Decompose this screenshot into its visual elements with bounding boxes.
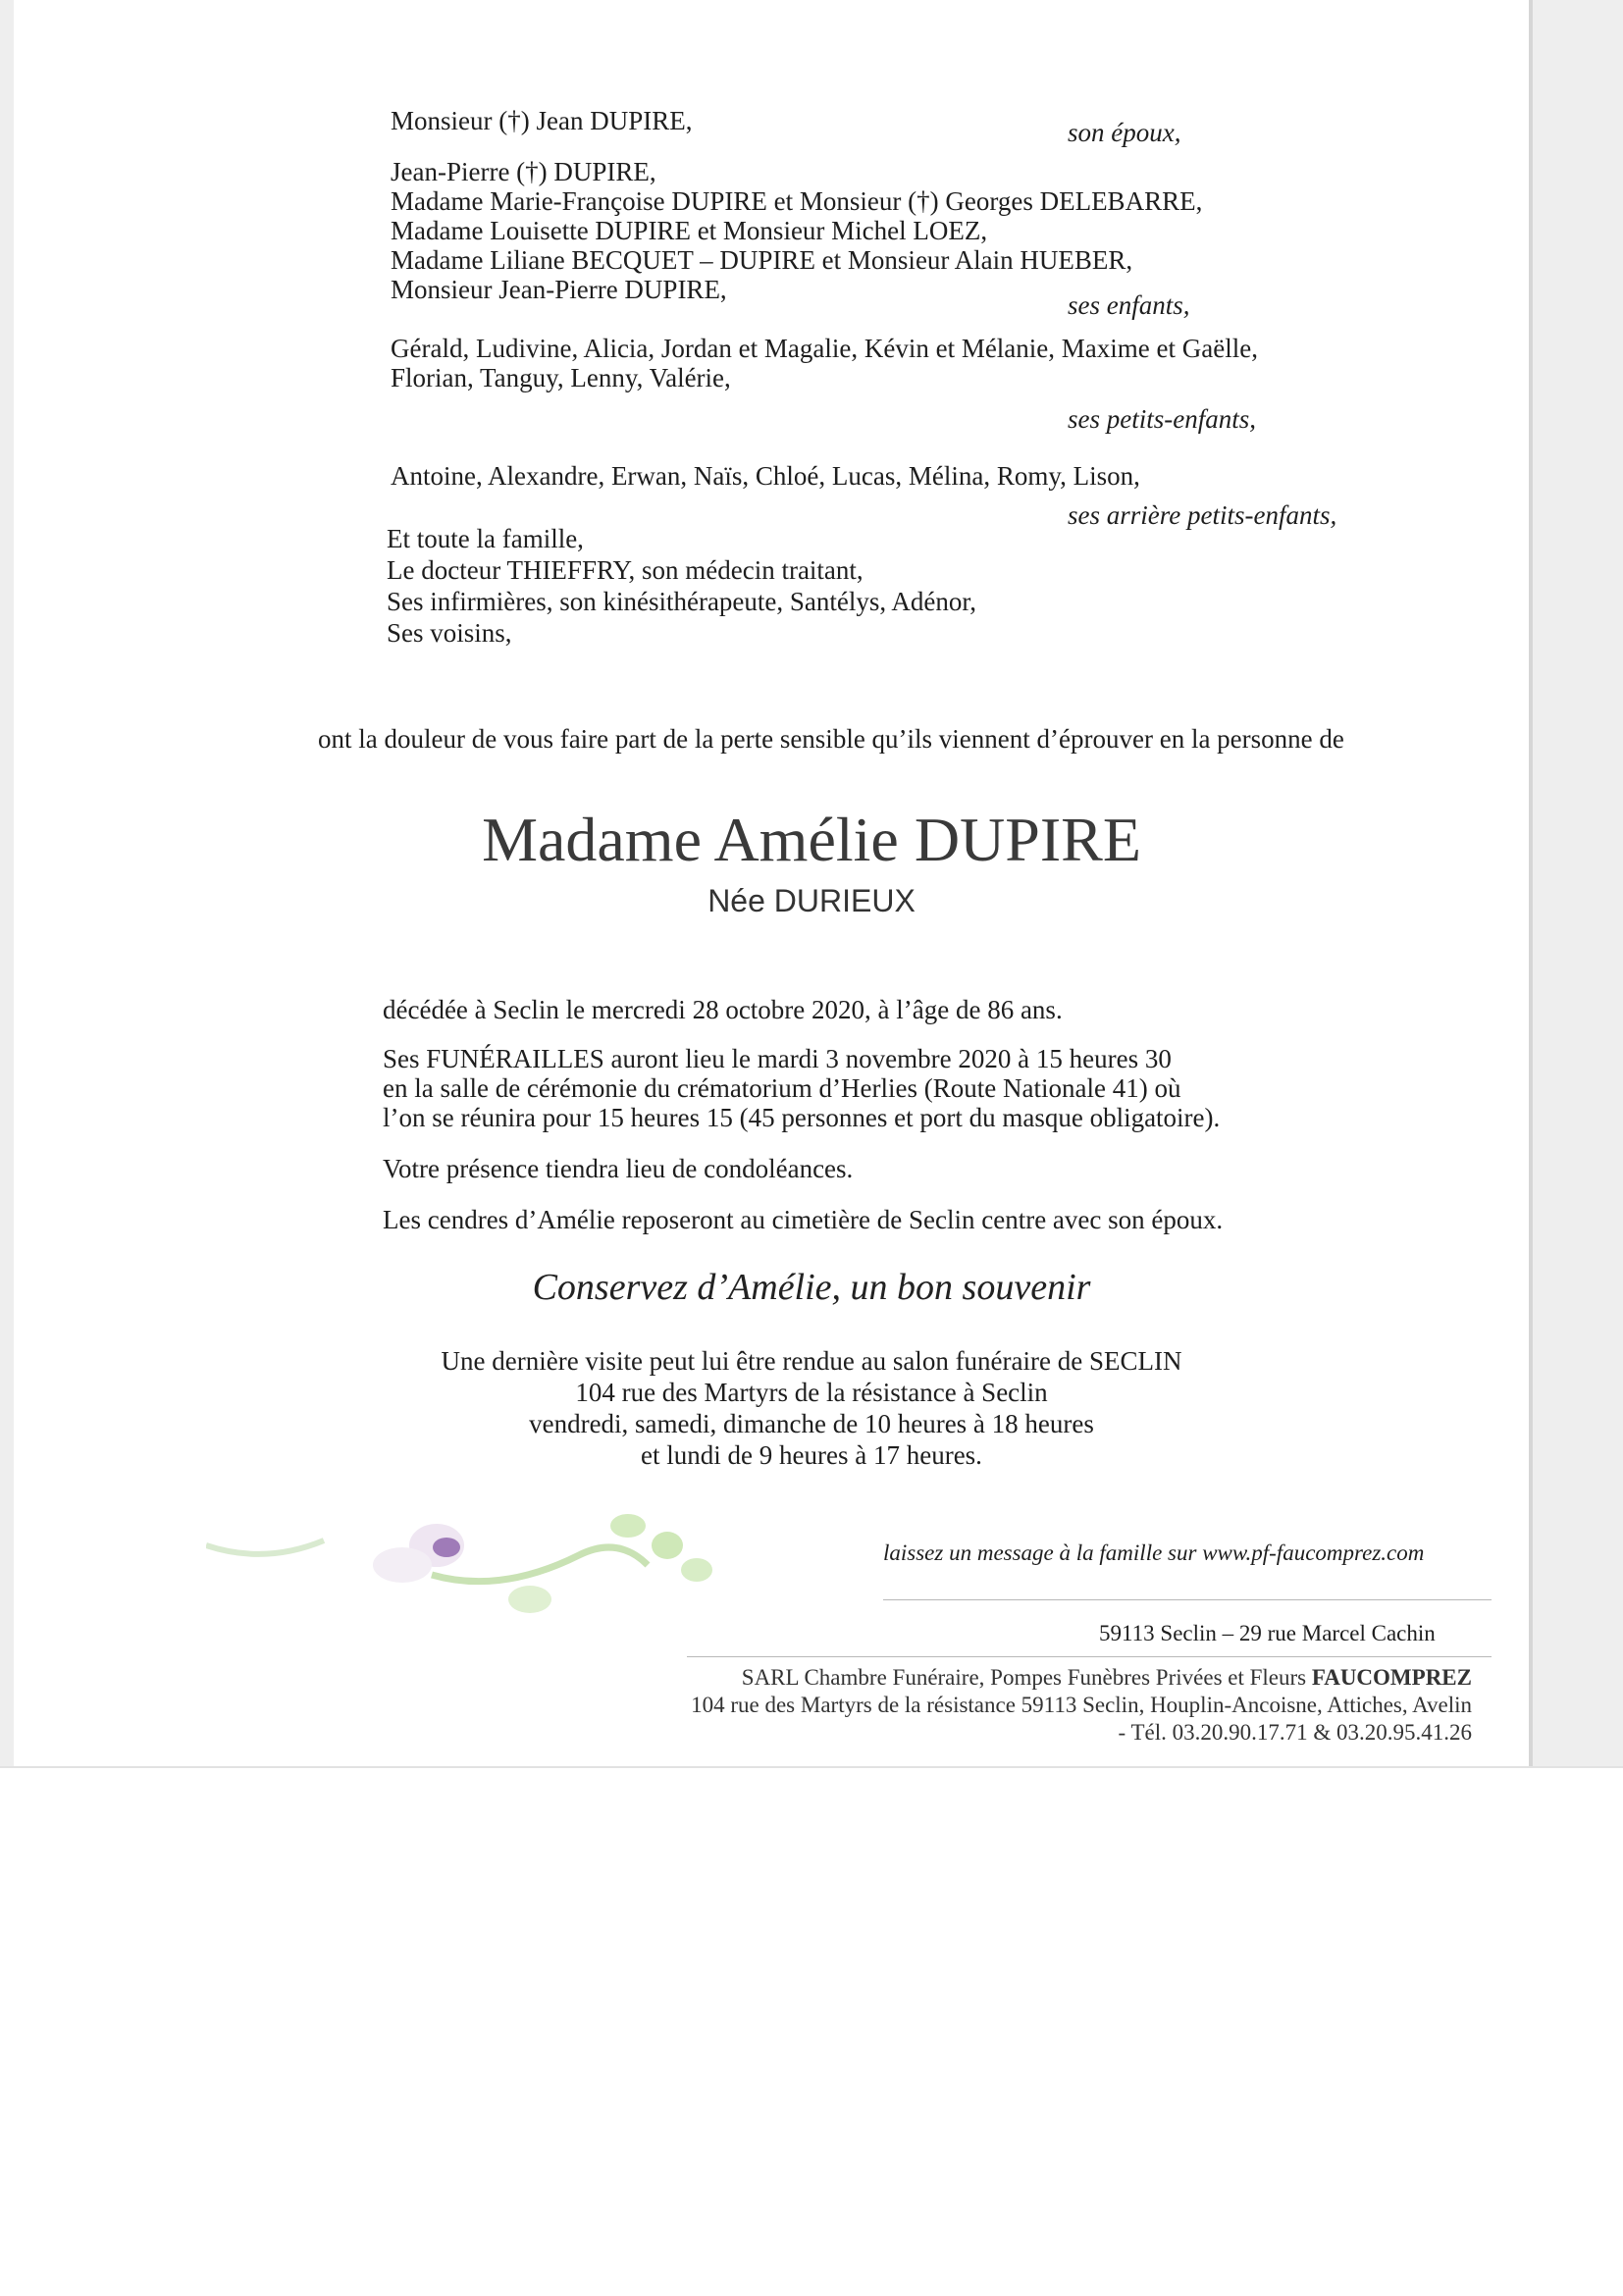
spouse-name: Monsieur (†) Jean DUPIRE, bbox=[391, 106, 693, 135]
orchid-illustration-icon bbox=[206, 1506, 795, 1634]
child-line-5: Monsieur Jean-Pierre DUPIRE, bbox=[391, 275, 727, 304]
company-phones: - Tél. 03.20.90.17.71 & 03.20.95.41.26 bbox=[1118, 1720, 1472, 1745]
footer-address: 59113 Seclin – 29 rue Marcel Cachin bbox=[1099, 1621, 1436, 1645]
funeral-line-3: l’on se réunira pour 15 heures 15 (45 personnes et port du masque obligatoire). bbox=[383, 1103, 1221, 1132]
footer-rule-bottom bbox=[687, 1656, 1492, 1657]
company-line bbox=[589, 1664, 1472, 1691]
others-line-3: Ses infirmières, son kinésithérapeute, Santélys, Adénor, bbox=[387, 587, 977, 616]
deceased-name: Madame Amélie DUPIRE bbox=[482, 805, 1141, 874]
message-link[interactable]: laissez un message à la famille sur www.pf-faucomprez.com bbox=[883, 1540, 1425, 1565]
great-grandchildren-line-1: Antoine, Alexandre, Erwan, Naïs, Chloé, Lucas, Mélina, Romy, Lison, bbox=[391, 461, 1140, 491]
deceased-birth-name: Née DURIEUX bbox=[707, 883, 916, 918]
child-line-3: Madame Louisette DUPIRE et Monsieur Michel LOEZ, bbox=[391, 216, 988, 245]
company-prefix: SARL Chambre Funéraire, Pompes Funèbres Privées et Fleurs bbox=[741, 1665, 1307, 1690]
announcement: ont la douleur de vous faire part de la perte sensible qu’ils viennent d’éprouver en la personne de bbox=[318, 724, 1344, 754]
others-line-2: Le docteur THIEFFRY, son médecin traitant, bbox=[387, 555, 864, 585]
children-role: ses enfants, bbox=[1068, 290, 1190, 320]
great-grandchildren-role: ses arrière petits-enfants, bbox=[1068, 500, 1337, 530]
company-name: FAUCOMPREZ bbox=[1311, 1665, 1472, 1690]
others-line-4: Ses voisins, bbox=[387, 618, 512, 648]
scan-bottom-edge bbox=[0, 1766, 1623, 1768]
child-line-1: Jean-Pierre (†) DUPIRE, bbox=[391, 157, 656, 186]
ashes: Les cendres d’Amélie reposeront au cimetière de Seclin centre avec son époux. bbox=[383, 1205, 1224, 1234]
remembrance-quote: Conservez d’Amélie, un bon souvenir bbox=[532, 1267, 1091, 1308]
spouse-role: son époux, bbox=[1068, 118, 1181, 147]
funeral-line-2: en la salle de cérémonie du crématorium d’Herlies (Route Nationale 41) où bbox=[383, 1073, 1181, 1103]
visit-line-3: vendredi, samedi, dimanche de 10 heures à 18 heures bbox=[529, 1409, 1094, 1438]
footer-rule-top bbox=[883, 1599, 1492, 1600]
grandchildren-role: ses petits-enfants, bbox=[1068, 404, 1256, 434]
funeral-line-1: Ses FUNÉRAILLES auront lieu le mardi 3 novembre 2020 à 15 heures 30 bbox=[383, 1044, 1172, 1073]
condolences: Votre présence tiendra lieu de condoléances. bbox=[383, 1154, 854, 1183]
grandchildren-line-2: Florian, Tanguy, Lenny, Valérie, bbox=[391, 363, 731, 392]
visit-line-1: Une dernière visite peut lui être rendue au salon funéraire de SECLIN bbox=[441, 1346, 1182, 1376]
grandchildren-line-1: Gérald, Ludivine, Alicia, Jordan et Magalie, Kévin et Mélanie, Maxime et Gaëlle, bbox=[391, 334, 1258, 363]
visit-line-2: 104 rue des Martyrs de la résistance à Seclin bbox=[575, 1378, 1048, 1407]
visit-line-4: et lundi de 9 heures à 17 heures. bbox=[641, 1440, 982, 1470]
company-address: 104 rue des Martyrs de la résistance 59113 Seclin, Houplin-Ancoisne, Attiches, Avelin bbox=[691, 1693, 1472, 1717]
others-line-1: Et toute la famille, bbox=[387, 524, 584, 553]
death-details: décédée à Seclin le mercredi 28 octobre 2020, à l’âge de 86 ans. bbox=[383, 995, 1063, 1024]
child-line-2: Madame Marie-Françoise DUPIRE et Monsieur (†) Georges DELEBARRE, bbox=[391, 186, 1203, 216]
child-line-4: Madame Liliane BECQUET – DUPIRE et Monsieur Alain HUEBER, bbox=[391, 245, 1133, 275]
